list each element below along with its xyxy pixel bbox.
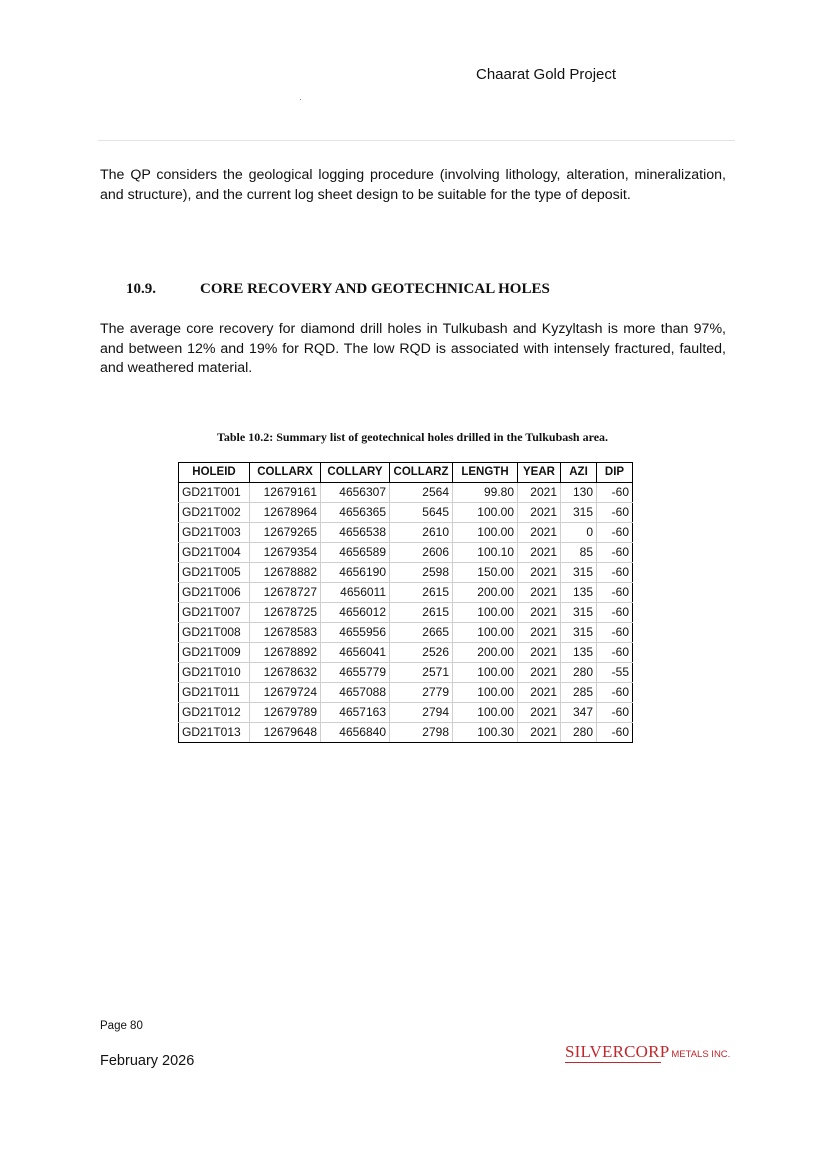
geotechnical-holes-table [178, 462, 633, 743]
table-cell: -60 [597, 683, 633, 703]
table-cell: 12678632 [250, 663, 321, 683]
table-cell: GD21T009 [179, 643, 250, 663]
column-header: DIP [597, 463, 633, 483]
table-cell: 2564 [390, 483, 453, 503]
table-row [179, 583, 633, 603]
table-cell: 130 [561, 483, 597, 503]
table-cell: 12678964 [250, 503, 321, 523]
table-cell: GD21T007 [179, 603, 250, 623]
table-row [179, 703, 633, 723]
table-cell: 2794 [390, 703, 453, 723]
table-cell: GD21T011 [179, 683, 250, 703]
table-cell: 4655956 [321, 623, 390, 643]
table-cell: GD21T006 [179, 583, 250, 603]
section-heading [126, 281, 550, 298]
table-cell: 4657088 [321, 683, 390, 703]
table-cell: 100.00 [453, 623, 518, 643]
table-cell: 347 [561, 703, 597, 723]
table-cell: 4656365 [321, 503, 390, 523]
table-cell: 2665 [390, 623, 453, 643]
table-cell: 12679161 [250, 483, 321, 503]
table-cell: 4656589 [321, 543, 390, 563]
table-cell: GD21T003 [179, 523, 250, 543]
table-row [179, 723, 633, 743]
table-cell: 315 [561, 623, 597, 643]
table-cell: -60 [597, 503, 633, 523]
table-cell: 2021 [518, 483, 561, 503]
column-header: HOLEID [179, 463, 250, 483]
table-cell: 135 [561, 643, 597, 663]
table-cell: GD21T013 [179, 723, 250, 743]
table-cell: 100.00 [453, 703, 518, 723]
table-cell: GD21T001 [179, 483, 250, 503]
table-cell: 2021 [518, 683, 561, 703]
table-cell: 4656011 [321, 583, 390, 603]
table-cell: 280 [561, 723, 597, 743]
table-cell: 5645 [390, 503, 453, 523]
table-cell: GD21T005 [179, 563, 250, 583]
table-cell: 2615 [390, 603, 453, 623]
table-cell: 100.00 [453, 663, 518, 683]
table-cell: 12678727 [250, 583, 321, 603]
table-cell: GD21T004 [179, 543, 250, 563]
table-cell: 4657163 [321, 703, 390, 723]
table-cell: 4656840 [321, 723, 390, 743]
column-header: COLLARZ [390, 463, 453, 483]
page-number: Page 80 [100, 1020, 143, 1032]
table-cell: 2021 [518, 583, 561, 603]
table-cell: 12678725 [250, 603, 321, 623]
table-cell: 12679724 [250, 683, 321, 703]
section-number: 10.9. [126, 281, 156, 297]
table-cell: -60 [597, 723, 633, 743]
table-cell: 285 [561, 683, 597, 703]
intro-paragraph: The QP considers the geological logging procedure (involving lithology, alteration, mineralization, and structure), and the current log sheet design to be suitable for the type of deposit. [100, 167, 726, 203]
table-cell: 200.00 [453, 643, 518, 663]
table-row [179, 623, 633, 643]
column-header: COLLARY [321, 463, 390, 483]
table-cell: 2526 [390, 643, 453, 663]
table-row [179, 603, 633, 623]
table-cell: 2021 [518, 623, 561, 643]
table-cell: 2021 [518, 663, 561, 683]
table-cell: -60 [597, 523, 633, 543]
table-cell: 2571 [390, 663, 453, 683]
table-cell: GD21T010 [179, 663, 250, 683]
table-cell: 150.00 [453, 563, 518, 583]
table-cell: 2021 [518, 543, 561, 563]
table-cell: 2021 [518, 603, 561, 623]
table-cell: 315 [561, 563, 597, 583]
header-title: Chaarat Gold Project [476, 66, 617, 83]
table-cell: 280 [561, 663, 597, 683]
table-cell: GD21T002 [179, 503, 250, 523]
table-cell: 2615 [390, 583, 453, 603]
table-cell: 4656190 [321, 563, 390, 583]
table-cell: GD21T008 [179, 623, 250, 643]
table-cell: -55 [597, 663, 633, 683]
table-row [179, 643, 633, 663]
section-title: CORE RECOVERY AND GEOTECHNICAL HOLES [200, 281, 550, 297]
table-cell: 2021 [518, 723, 561, 743]
table-cell: 2606 [390, 543, 453, 563]
table-cell: 2021 [518, 703, 561, 723]
table-cell: 2779 [390, 683, 453, 703]
table-cell: 99.80 [453, 483, 518, 503]
header-divider [98, 140, 735, 141]
table-cell: -60 [597, 643, 633, 663]
table-cell: 85 [561, 543, 597, 563]
table-cell: 4656012 [321, 603, 390, 623]
table-row [179, 483, 633, 503]
table-cell: 2021 [518, 523, 561, 543]
table-cell: 12679354 [250, 543, 321, 563]
table-cell: 100.00 [453, 683, 518, 703]
footer-date: February 2026 [100, 1053, 195, 1069]
table-cell: 12679265 [250, 523, 321, 543]
table-cell: -60 [597, 543, 633, 563]
section-paragraph: The average core recovery for diamond drill holes in Tulkubash and Kyzyltash is more than 97%, and between 12% and 19% for RQD. The low RQD is associated with intensely fractured, faulted, and weathered material. [100, 321, 726, 376]
table-cell: 135 [561, 583, 597, 603]
table-cell: -60 [597, 583, 633, 603]
table-cell: 315 [561, 603, 597, 623]
logo-brand: SILVERCORP [565, 1042, 670, 1061]
table-header-row [179, 463, 633, 483]
table-caption: Table 10.2: Summary list of geotechnical holes drilled in the Tulkubash area. [216, 430, 609, 444]
table-row [179, 523, 633, 543]
table-cell: 2798 [390, 723, 453, 743]
column-header: LENGTH [453, 463, 518, 483]
header-dot [300, 99, 301, 100]
table-cell: 2610 [390, 523, 453, 543]
table-cell: GD21T012 [179, 703, 250, 723]
table-cell: -60 [597, 603, 633, 623]
table-row [179, 503, 633, 523]
table-cell: -60 [597, 703, 633, 723]
table-cell: 2598 [390, 563, 453, 583]
table-cell: 100.00 [453, 603, 518, 623]
logo-underline [565, 1062, 661, 1063]
table-cell: 100.30 [453, 723, 518, 743]
table-cell: -60 [597, 563, 633, 583]
table-cell: -60 [597, 483, 633, 503]
table-cell: 100.00 [453, 523, 518, 543]
table-row [179, 663, 633, 683]
table-cell: 2021 [518, 503, 561, 523]
table-row [179, 543, 633, 563]
table-cell: 12678882 [250, 563, 321, 583]
table-cell: 4655779 [321, 663, 390, 683]
table-cell: 4656307 [321, 483, 390, 503]
table-cell: 12678892 [250, 643, 321, 663]
column-header: AZI [561, 463, 597, 483]
table-cell: 12679789 [250, 703, 321, 723]
table-row [179, 683, 633, 703]
table-cell: 100.10 [453, 543, 518, 563]
column-header: YEAR [518, 463, 561, 483]
table-cell: 0 [561, 523, 597, 543]
table-cell: 12679648 [250, 723, 321, 743]
table-cell: 2021 [518, 643, 561, 663]
logo-subtitle: METALS INC. [671, 1049, 731, 1060]
table-cell: 4656041 [321, 643, 390, 663]
column-header: COLLARX [250, 463, 321, 483]
table-cell: 100.00 [453, 503, 518, 523]
table-cell: 12678583 [250, 623, 321, 643]
table-cell: 315 [561, 503, 597, 523]
table-cell: 200.00 [453, 583, 518, 603]
table-cell: 4656538 [321, 523, 390, 543]
table-row [179, 563, 633, 583]
table-cell: 2021 [518, 563, 561, 583]
table-cell: -60 [597, 623, 633, 643]
silvercorp-logo [565, 1042, 730, 1062]
